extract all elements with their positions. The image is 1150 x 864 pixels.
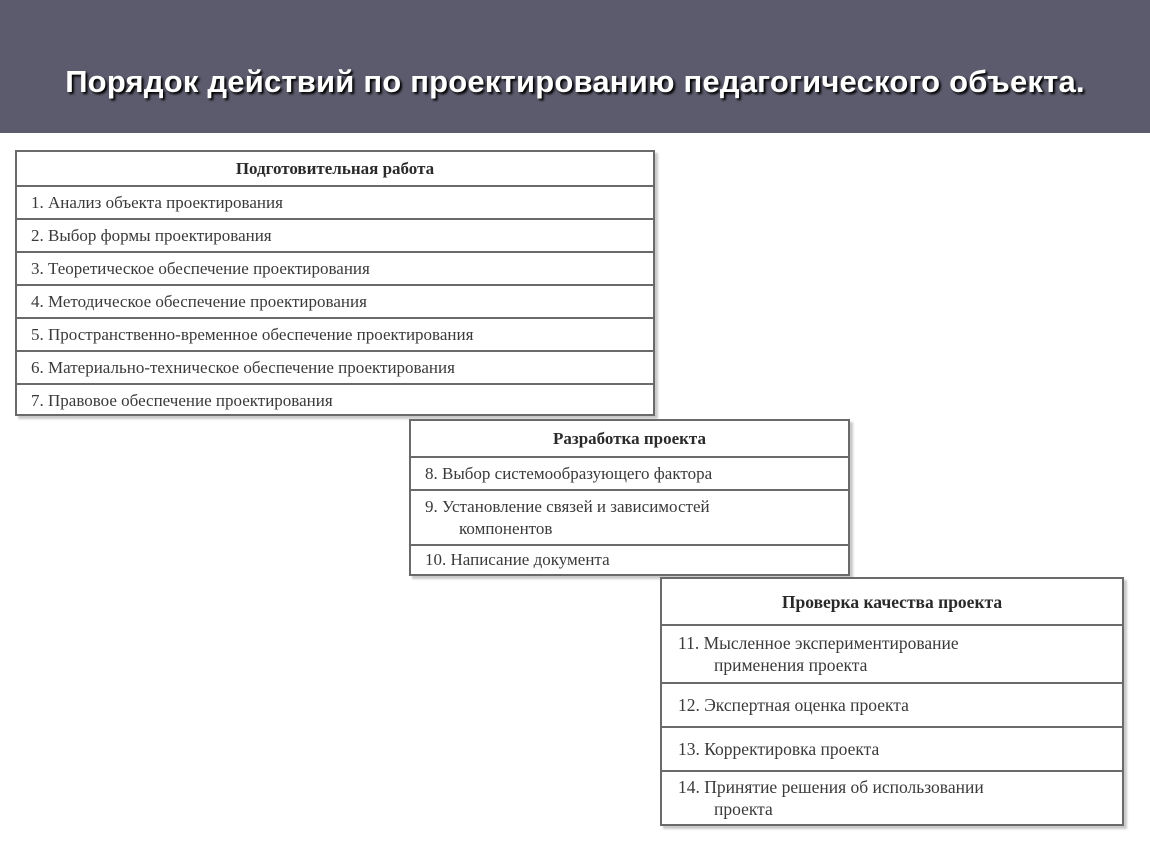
block-project-development: [409, 419, 850, 576]
list-item-text: 8. Выбор системообразующего фактора: [425, 463, 713, 483]
list-item-text: 11. Мысленное экспериментирование: [678, 633, 959, 653]
block-title: Проверка качества проекта: [781, 591, 1003, 612]
list-item: [662, 682, 1122, 726]
list-item: 5. Пространственно-временное обеспечение проектирования: [17, 317, 653, 350]
list-item-text: 12. Экспертная оценка проекта: [678, 695, 909, 715]
list-item: 6. Материально-техническое обеспечение проектирования: [17, 350, 653, 383]
list-item: [411, 544, 848, 574]
list-item-text: 10. Написание документа: [425, 550, 610, 569]
list-item: 1. Анализ объекта проектирования: [17, 185, 653, 218]
list-item-text: 14. Принятие решения об использовании: [678, 777, 984, 797]
block-title: Разработка проекта: [552, 428, 706, 448]
block-preparatory-work: [15, 150, 655, 416]
list-item: [411, 456, 848, 489]
list-item: 4. Методическое обеспечение проектирования: [17, 284, 653, 317]
list-item-text: 9. Установление связей и зависимостей: [425, 496, 710, 516]
list-item-text-continued: проекта: [714, 799, 773, 819]
list-item-text-continued: компонентов: [459, 518, 553, 538]
block-quality-check: [660, 577, 1124, 826]
list-item: [662, 624, 1122, 682]
list-item: 3. Теоретическое обеспечение проектирования: [17, 251, 653, 284]
block-title: Подготовительная работа: [235, 158, 435, 178]
title-bar: [0, 0, 1150, 133]
list-item-text-continued: применения проекта: [714, 655, 868, 675]
list-item: [662, 770, 1122, 824]
list-item: [411, 489, 848, 544]
list-item: 7. Правовое обеспечение проектирования: [17, 383, 653, 416]
page-title: Порядок действий по проектированию педагогического объекта.: [65, 64, 1085, 99]
list-item: 2. Выбор формы проектирования: [17, 218, 653, 251]
list-item: [662, 726, 1122, 770]
list-item-text: 13. Корректировка проекта: [678, 739, 880, 759]
